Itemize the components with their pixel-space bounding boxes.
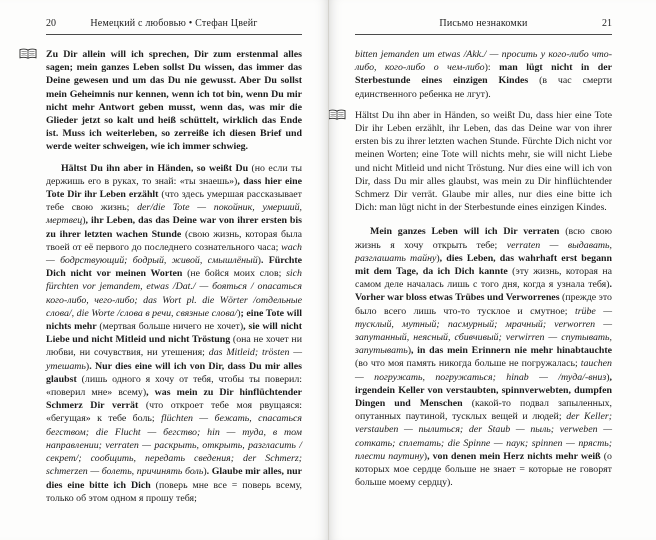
page-body-right [355,48,612,490]
grammar-note-text: das Mitleid; trösten — утешать [46,347,303,372]
adapted-text-paragraph [355,225,612,489]
grammar-note-text: bitten jemanden um etwas /Akk./ — просить у кого-либо что-либо, кого-либо о чем-либо [355,49,612,74]
german-bold-text: , sie will nicht Liebe und nicht Mitleid und nicht Tröstung [46,321,302,346]
russian-translation-text: (мертвая больше ничего не хочет) [99,321,244,333]
page-number-left: 20 [46,18,56,29]
grammar-note-text: wach — бодрствующий; бодрый, живой, смышлёный [46,241,302,267]
open-book-icon [19,48,37,60]
page-number-right: 21 [602,18,612,29]
page-right [328,0,656,540]
russian-translation-text: ) [436,252,440,264]
german-bold-text: . Glaube mir alles, nur dies eine bitte ich Dich [46,466,303,491]
russian-translation-text: (прежде это было всего лишь что-то тусклое и смутное; [355,292,612,317]
german-bold-text: , irgendein Keller von verstaubten, spinnverwebten, dumpfen Dingen und Menschen [355,371,612,410]
russian-translation-text: (она не хочет ни любви, ни сочувствия, ни утешения; [46,334,302,359]
page-header-right [355,18,612,35]
german-bold-text: , in das mein Erinnern nie mehr hinabtauchte [411,345,612,357]
russian-translation-text: (поверь мне все = поверь всему, только об этом одном я прошу тебя; [46,479,302,504]
russian-translation-text: ): [484,62,500,74]
german-bold-text: Zu Dir allein will ich sprechen, Dir zum erstenmal alles sagen; mein ganzes Leben sollst Du wissen, das immer das Deine gewesen und um das Du nie gewusst. Aber Du sollst mein Geheimnis nur kennen, wenn ich tot bin, wenn Du mir nicht mehr Antwort geben musst, wenn das, was mir die Glieder jetzt so kalt und heiß schüttelt, wirklich das Ende ist. Muss ich weiterleben, so zerreiße ich diesen Brief und werde weiter schweigen, wie ich immer schwieg. [46,49,302,153]
running-title-right: Письмо незнакомки [439,18,528,29]
grammar-note-text: trübe — тусклый, мутный; пасмурный; мрачный; verworren — запутанный, неясный, сбивчивый; verwirren — спутывать, запутывать [355,305,613,357]
german-bold-text: . Vorher war bloss etwas Trübes und Verworrenes [355,279,612,304]
german-bold-text: , ihr Leben, das das Deine war von ihrer ersten bis zu ihrer letzten wachen Stunde [46,215,302,240]
german-bold-text: , von denen mein Herz nichts mehr weiß [427,450,604,462]
german-bold-text: , dies Leben, das wahrhaft erst begann mit dem Tage, da ich Dich kannte [355,252,612,278]
russian-translation-text: Hältst Du ihn aber in Händen, so weißt Du, dass hier eine Tote Dir ihr Leben erzählt, ihr Leben, das das Deine war von ihrer ersten bis zu ihrer letzten wachen Stunde. Fürchte Dich nicht vor meinen Worten; eine Tote will nichts mehr, sie will nicht Liebe und nicht Mitleid und nicht Tröstung. Nur dies eine will ich von Dir, dass Du mir alles glaubst, was mein zu Dir hinflüchtender Schmerz Dir verrät. Glaube mir alles, nur dies eine bitte ich Dich: man lügt nicht in der Sterbestunde eines einzigen Kindes. [355,109,612,214]
russian-translation-text: (что откроет тебе моя рвущаяся: «бегущая» к тебе боль; [46,400,302,425]
page-header-left [46,18,302,35]
german-bold-text: . Nur dies eine will ich von Dir, dass Du mir alles glaubst [46,360,302,385]
german-bold-text: Hältst Du ihn aber in Händen, so weißt Du [61,162,252,174]
german-recap-paragraph [46,48,302,154]
grammar-note-text: sich fürchten vor jemandem, etwas /Dat./ — бояться / опасаться кого-либо, чего-либо; das Wort pl. die Wörter /отдельные слова/, die Worte /слова в речи, связные слова/ [46,268,302,319]
russian-translation-text: (какой-то подвал запыленных, опутанных паутиной, тусклых вещей и людей; [355,398,612,423]
russian-translation-text: ) [257,255,261,267]
grammar-note-text: der Keller; verstauben — пылиться; der Staub — пыль; verweben — соткать; сплетать; die Spinne — паук; spinnen — прясть; плести паутину [355,411,612,462]
russian-translation-text: ) [82,215,86,227]
russian-translation-text: (но если ты держишь его в руках, то знай: «ты знаешь») [46,162,302,187]
russian-translation-text: ) [606,371,610,383]
german-bold-text: . Fürchte Dich nicht vor meinen Worten [46,255,302,280]
russian-translation-text: (в час смерти единственного ребенка не лгут). [355,75,612,100]
page-body-left [46,48,302,505]
german-bold-text: ; eine Tote will nichts mehr [46,307,302,333]
russian-translation-text: (свою жизнь, которая была твоей от её первого до последнего сознательного часа; [46,228,303,253]
german-recap-paragraph [355,109,612,215]
continuation-paragraph [355,48,612,101]
russian-translation-text: ) [237,307,241,319]
german-bold-text: Mein ganzes Leben will ich Dir verraten [370,226,566,238]
running-title-left: Немецкий с любовью • Стефан Цвейг [90,18,258,29]
grammar-note-text: flüchten — бежать, спасаться бегством; die Flucht — бегство; hin — туда, в том направлении; verraten — раскрыть, открыть, разгласить /секрет/; сообщить, передать сведения; der Schmerz; schmerzen — болеть, причинять боль [46,413,302,478]
grammar-note-text: tauchen — погружать, погружаться; hinab — /туда/-вниз [355,358,612,383]
german-bold-text: , dass hier eine Tote Dir ihr Leben erzählt [46,175,302,201]
grammar-note-text: der/die Tote — покойник, умерший, мертвец [46,202,303,227]
russian-translation-text: ) [423,450,428,462]
russian-translation-text: (эту жизнь, которая на самом деле началась лишь с того дня, когда я узнала тебя) [355,266,612,291]
russian-translation-text: ) [85,360,90,372]
russian-translation-text: (не бойся моих слов; [187,268,287,280]
adapted-text-paragraph [46,162,302,505]
russian-translation-text: (что здесь умершая рассказывает тебе свою жизнь; [46,189,303,214]
grammar-note-text: verraten — выдавать, разглашать тайну [355,239,612,264]
russian-translation-text: ) [407,345,412,357]
russian-translation-text: (всю свою жизнь я хочу открыть тебе; [355,226,612,251]
russian-translation-text: (во что моя память никогда больше не погружалась; [355,358,581,370]
russian-translation-text: (о которых мое сердце больше не знает = которые не говорят больше моему сердцу). [355,450,612,489]
open-book-icon [328,109,346,121]
russian-translation-text: (лишь одного я хочу от тебя, чтобы ты поверил: «поверил мне» всему) [46,373,303,399]
german-bold-text: , was mein zu Dir hinflüchtender Schmerz Dir verrät [46,387,302,412]
german-bold-text: man lügt nicht in der Sterbestunde eines einzigen Kindes [355,62,612,87]
russian-translation-text: ) [203,466,207,478]
